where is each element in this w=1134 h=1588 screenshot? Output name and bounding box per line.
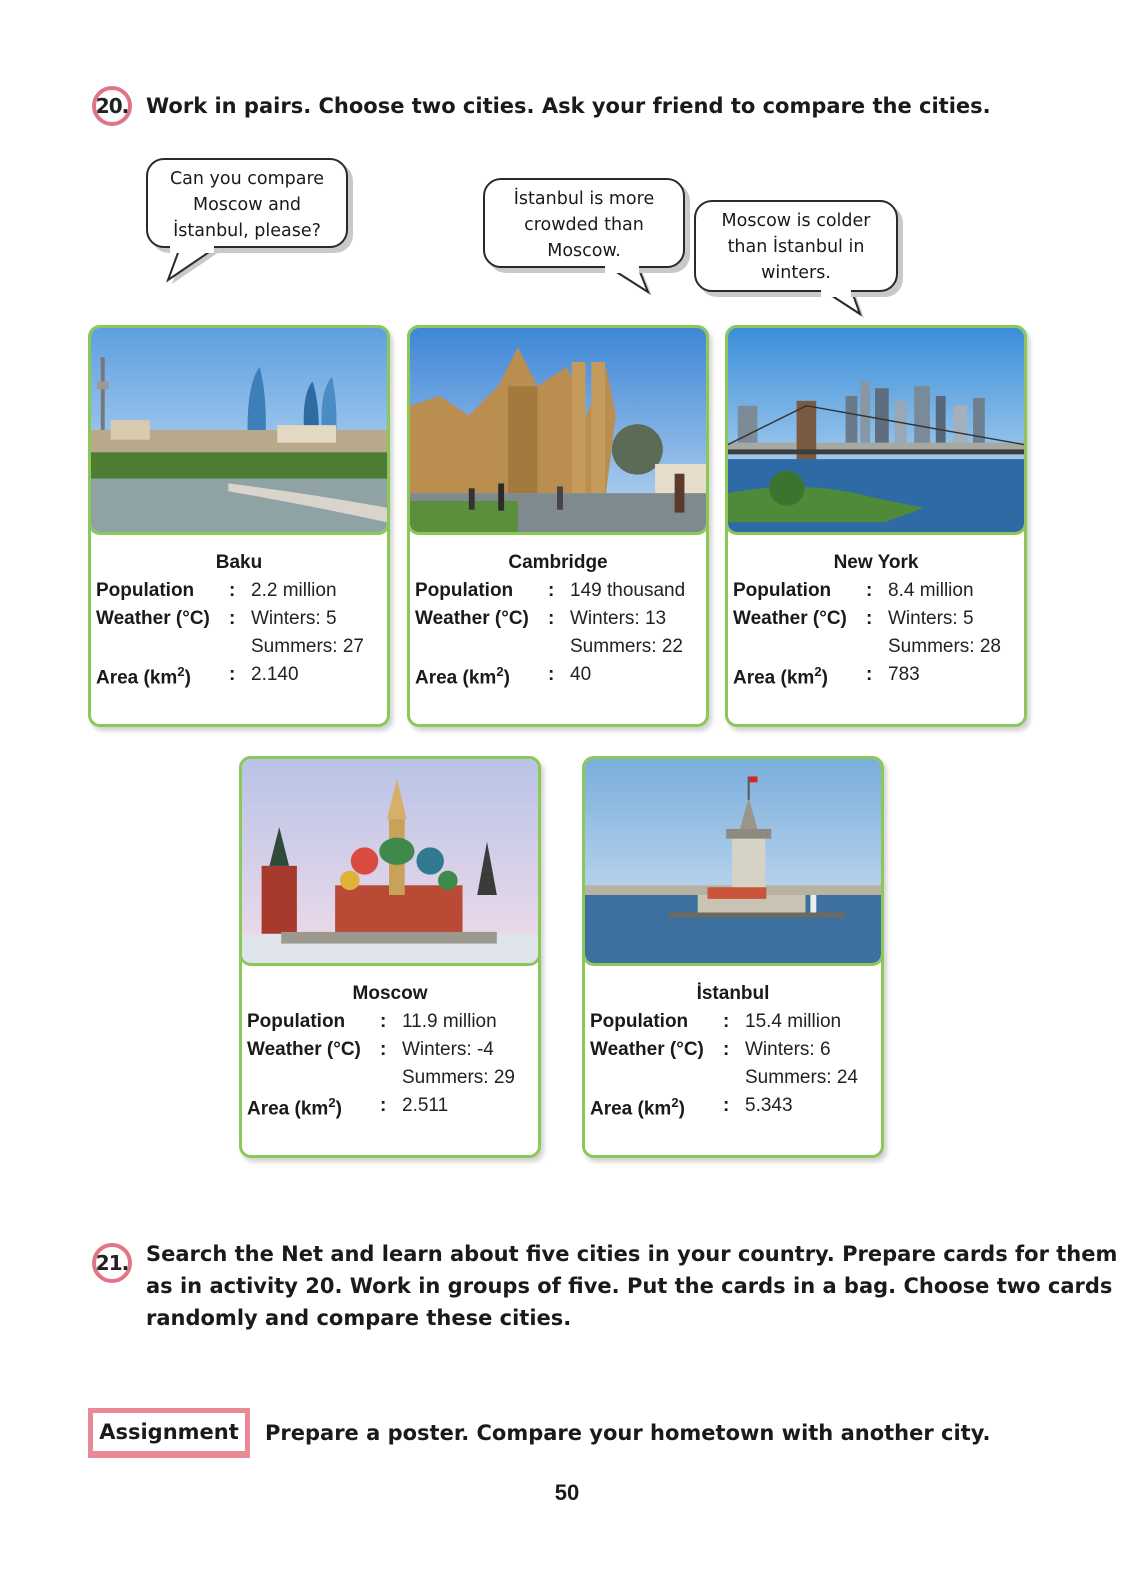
city-name: İstanbul: [696, 983, 770, 1004]
area-label: Area $(km^2)$: [247, 1095, 342, 1120]
summers-value: Summers: 29: [402, 1067, 515, 1088]
maidens-tower-photo: [582, 756, 884, 966]
activity-21-line-2: as in activity 20. Work in groups of five. Put the cards in a bag. Choose two cards: [146, 1274, 1113, 1298]
activity-20-instruction: Work in pairs. Choose two cities. Ask your friend to compare the cities.: [146, 94, 991, 118]
area-label: Area $(km^2)$: [96, 664, 191, 689]
flame-towers-photo: [88, 325, 390, 535]
bubble-2-line-2: crowded than: [524, 215, 644, 235]
weather-label: Weather (°C): [733, 608, 847, 629]
winters-value: Winters: 6: [745, 1039, 831, 1060]
colon: :: [723, 1039, 730, 1060]
activity-21-number: 21.: [92, 1243, 132, 1283]
city-card-moscow: [239, 756, 541, 1158]
bubble-3-tail-join: [821, 289, 851, 297]
kings-college-photo: [407, 325, 709, 535]
winters-value: Winters: 5: [888, 608, 974, 629]
city-card-cambridge: [407, 325, 709, 727]
summers-value: Summers: 28: [888, 636, 1001, 657]
colon: :: [380, 1039, 387, 1060]
activity-21-instruction: [146, 1238, 1117, 1334]
area-value: 783: [888, 664, 920, 685]
colon: :: [723, 1095, 730, 1116]
city-card-new-york: [725, 325, 1027, 727]
colon: :: [866, 664, 873, 685]
colon: :: [229, 580, 236, 601]
population-label: Population: [733, 580, 832, 601]
area-label: Area $(km^2)$: [415, 664, 510, 689]
area-value: 2.140: [251, 664, 299, 685]
summers-value: Summers: 22: [570, 636, 683, 657]
city-name: Moscow: [352, 983, 428, 1004]
colon: :: [380, 1095, 387, 1116]
winters-value: Winters: -4: [402, 1039, 494, 1060]
colon: :: [866, 608, 873, 629]
bubble-1-tail-join: [170, 245, 214, 253]
bubble-1-line-1: Can you compare: [169, 169, 325, 189]
population-value: 15.4 million: [745, 1011, 842, 1032]
colon: :: [548, 664, 555, 685]
population-value: 2.2 million: [251, 580, 337, 601]
colon: :: [548, 608, 555, 629]
area-value: 40: [570, 664, 592, 685]
summers-value: Summers: 24: [745, 1067, 858, 1088]
bubble-3-line-2: than İstanbul in: [727, 237, 865, 257]
page-number: 50: [554, 1480, 580, 1505]
assignment-label: Assignment: [93, 1413, 245, 1451]
city-name: Baku: [215, 552, 263, 573]
assignment-text: Prepare a poster. Compare your hometown with another city.: [265, 1421, 991, 1445]
population-value: 149 thousand: [570, 580, 686, 601]
population-value: 11.9 million: [402, 1011, 497, 1032]
bubble-2-line-1: İstanbul is more: [513, 189, 655, 209]
winters-value: Winters: 5: [251, 608, 337, 629]
bubble-2-tail-join: [605, 265, 639, 273]
city-name: Cambridge: [508, 552, 608, 573]
colon: :: [229, 664, 236, 685]
area-label: Area $(km^2)$: [590, 1095, 685, 1120]
population-value: 8.4 million: [888, 580, 974, 601]
activity-21-line-3: randomly and compare these cities.: [146, 1306, 572, 1330]
area-value: 5.343: [745, 1095, 793, 1116]
colon: :: [866, 580, 873, 601]
area-label: Area $(km^2)$: [733, 664, 828, 689]
population-label: Population: [590, 1011, 689, 1032]
colon: :: [723, 1011, 730, 1032]
summers-value: Summers: 27: [251, 636, 364, 657]
brooklyn-bridge-photo: [725, 325, 1027, 535]
population-label: Population: [247, 1011, 346, 1032]
colon: :: [229, 608, 236, 629]
weather-label: Weather (°C): [590, 1039, 704, 1060]
st-basils-photo: [239, 756, 541, 966]
bubble-3-line-3: winters.: [761, 263, 831, 283]
weather-label: Weather (°C): [96, 608, 210, 629]
weather-label: Weather (°C): [415, 608, 529, 629]
assignment-badge: [88, 1408, 250, 1458]
winters-value: Winters: 13: [570, 608, 667, 629]
colon: :: [380, 1011, 387, 1032]
bubble-1-line-3: İstanbul, please?: [173, 221, 321, 241]
bubble-2-line-3: Moscow.: [547, 241, 621, 261]
population-label: Population: [415, 580, 514, 601]
city-card-baku: [88, 325, 390, 727]
bubble-1-line-2: Moscow and: [192, 195, 302, 215]
activity-21-line-1: Search the Net and learn about five cities in your country. Prepare cards for them: [146, 1242, 1118, 1266]
bubble-3-line-1: Moscow is colder: [721, 211, 871, 231]
city-name: New York: [833, 552, 919, 573]
activity-20-number: 20.: [92, 86, 132, 126]
city-card-istanbul: [582, 756, 884, 1158]
weather-label: Weather (°C): [247, 1039, 361, 1060]
colon: :: [548, 580, 555, 601]
population-label: Population: [96, 580, 195, 601]
area-value: 2.511: [402, 1095, 449, 1116]
